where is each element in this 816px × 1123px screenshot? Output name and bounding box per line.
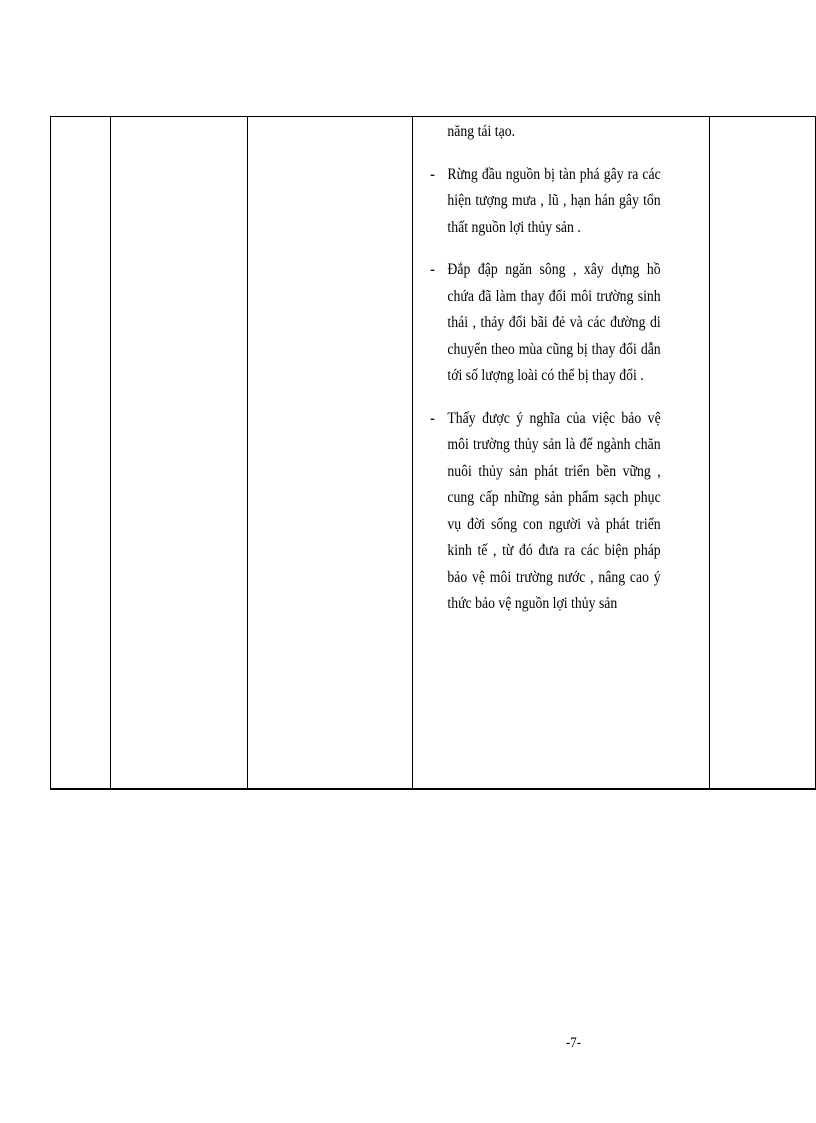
list-item-text: Đắp đập ngăn sông , xây dựng hồ chứa đã làm thay đổi môi trường sinh thái , thảy đổi bãi đẻ và các đường di chuyển theo mùa cũng bị thay đổi dẫn tới số lượng loài có thể bị thay đổi . [447, 261, 661, 384]
list-item [428, 162, 660, 242]
page-number: -7- [566, 1035, 582, 1051]
bullet-marker: - [429, 409, 435, 427]
table-row [51, 117, 816, 790]
table-cell-col1 [51, 117, 111, 790]
bullet-marker: - [429, 261, 435, 278]
list-item-text: Rừng đầu nguồn bị tàn phá gây ra các hiện tượng mưa , lũ , hạn hán gây tổn thất nguồn lợi thủy sản . [447, 165, 661, 236]
table-cell-col4 [412, 117, 709, 790]
list-item [428, 406, 660, 618]
content-table [50, 116, 816, 790]
list-item [428, 257, 660, 390]
table-cell-col5 [709, 117, 815, 790]
list-item-text: Thấy được ý nghĩa của việc bảo vệ môi trường thủy sản là để ngành chăn nuôi thủy sản phát triển bền vững , cung cấp những sản phẩm sạch phục vụ đời sống con người và phát triển kinh tế , từ đó đưa ra các biện pháp bảo vệ môi trường nước , nâng cao ý thức bảo vệ nguồn lợi thủy sản [447, 409, 661, 612]
continued-text: năng tái tạo. [447, 123, 515, 140]
table-cell-col2 [110, 117, 247, 790]
table-cell-col3 [247, 117, 412, 790]
bullet-marker: - [429, 165, 435, 183]
cell-text-block [413, 117, 668, 618]
